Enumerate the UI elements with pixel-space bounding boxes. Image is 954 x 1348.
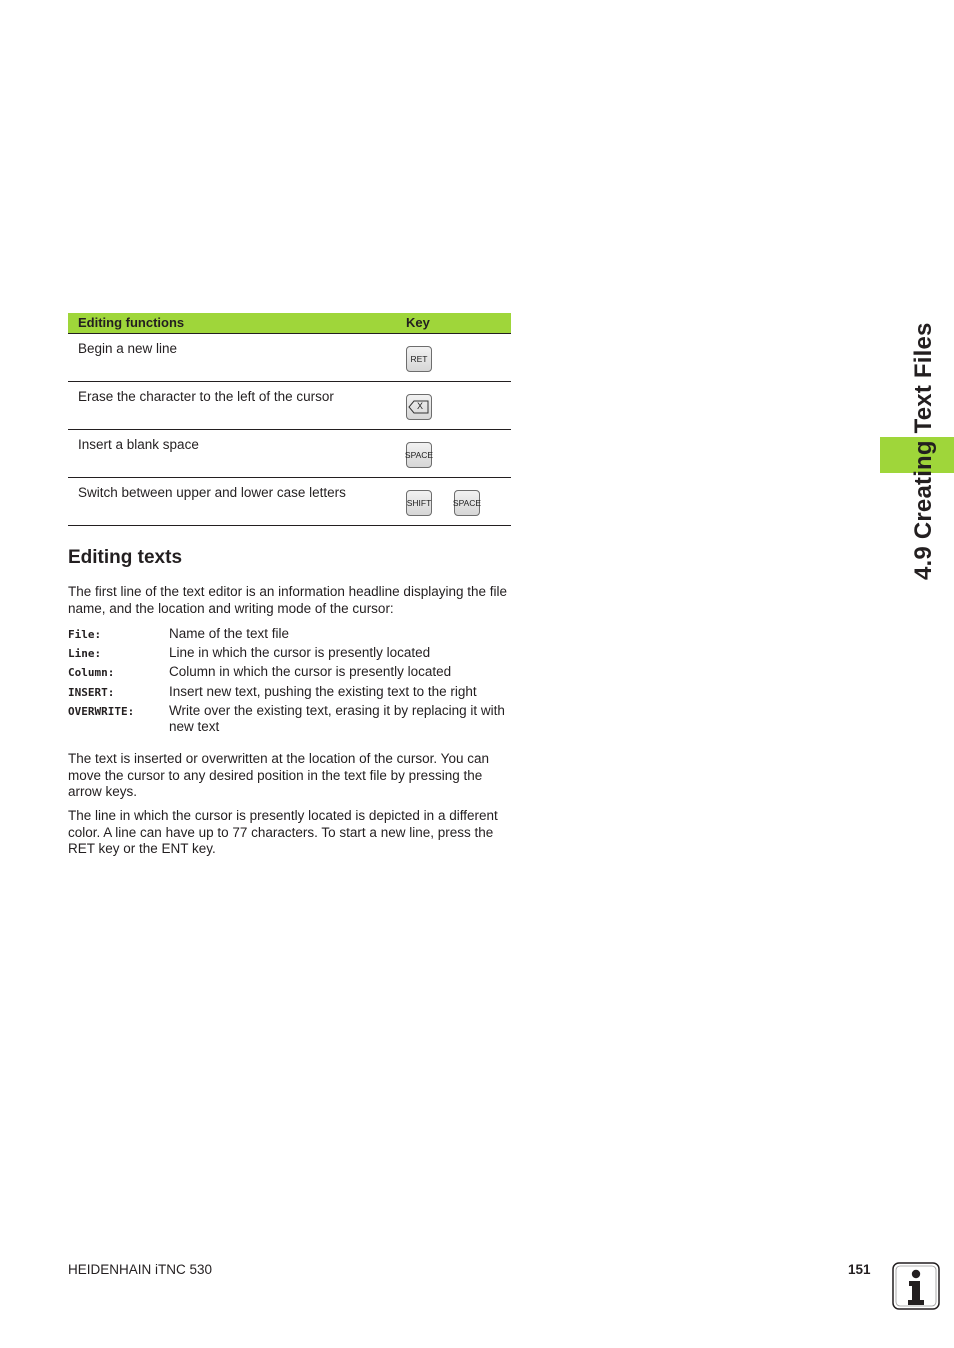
row-description: Erase the character to the left of the cursor xyxy=(78,389,334,404)
definition-desc: Line in which the cursor is presently located xyxy=(169,645,431,660)
space-key-icon: SPACE xyxy=(406,442,432,468)
definition-desc: Insert new text, pushing the existing text to the right xyxy=(169,684,477,699)
footer-product-name: HEIDENHAIN iTNC 530 xyxy=(68,1262,213,1277)
page-number: 151 xyxy=(848,1262,871,1277)
row-description: Insert a blank space xyxy=(78,437,199,452)
definition-term: Column: xyxy=(68,666,115,679)
row-description: Begin a new line xyxy=(78,341,178,356)
paragraph: The line in which the cursor is presently located is depicted in a different color. A line can have up to 77 characters. To start a new line, press the RET key or the ENT key. xyxy=(68,808,498,856)
definition-term: OVERWRITE: xyxy=(68,705,135,718)
info-icon xyxy=(892,1262,940,1310)
row-description: Switch between upper and lower case letters xyxy=(78,485,346,500)
space-key-icon: SPACE xyxy=(454,490,480,516)
ret-key-icon: RET xyxy=(406,346,432,372)
table-row xyxy=(68,333,511,382)
intro-paragraph: The first line of the text editor is an information headline displaying the file name, and the location and writing mode of the cursor: xyxy=(68,584,507,616)
shift-key-icon: SHIFT xyxy=(406,490,432,516)
table-header xyxy=(68,313,511,333)
definition-term: File: xyxy=(68,628,102,641)
header-key: Key xyxy=(406,315,430,330)
definition-desc: Name of the text file xyxy=(169,626,290,641)
table-row xyxy=(68,382,511,430)
table-row xyxy=(68,430,511,478)
definition-desc: Column in which the cursor is presently located xyxy=(169,664,452,679)
backspace-key-icon xyxy=(406,394,432,420)
definition-desc: Write over the existing text, erasing it by replacing it with new text xyxy=(169,703,505,734)
definition-term: INSERT: xyxy=(68,686,115,699)
backspace-key-label: X xyxy=(417,401,424,411)
definition-term: Line: xyxy=(68,647,102,660)
header-functions: Editing functions xyxy=(78,315,185,330)
editing-functions-table xyxy=(68,313,511,526)
chapter-side-title: 4.9 Creating Text Files xyxy=(910,322,937,580)
paragraph: The text is inserted or overwritten at the location of the cursor. You can move the cursor to any desired position in the text file by pressing the arrow keys. xyxy=(68,751,489,799)
table-row xyxy=(68,478,511,526)
section-heading: Editing texts xyxy=(68,547,183,568)
